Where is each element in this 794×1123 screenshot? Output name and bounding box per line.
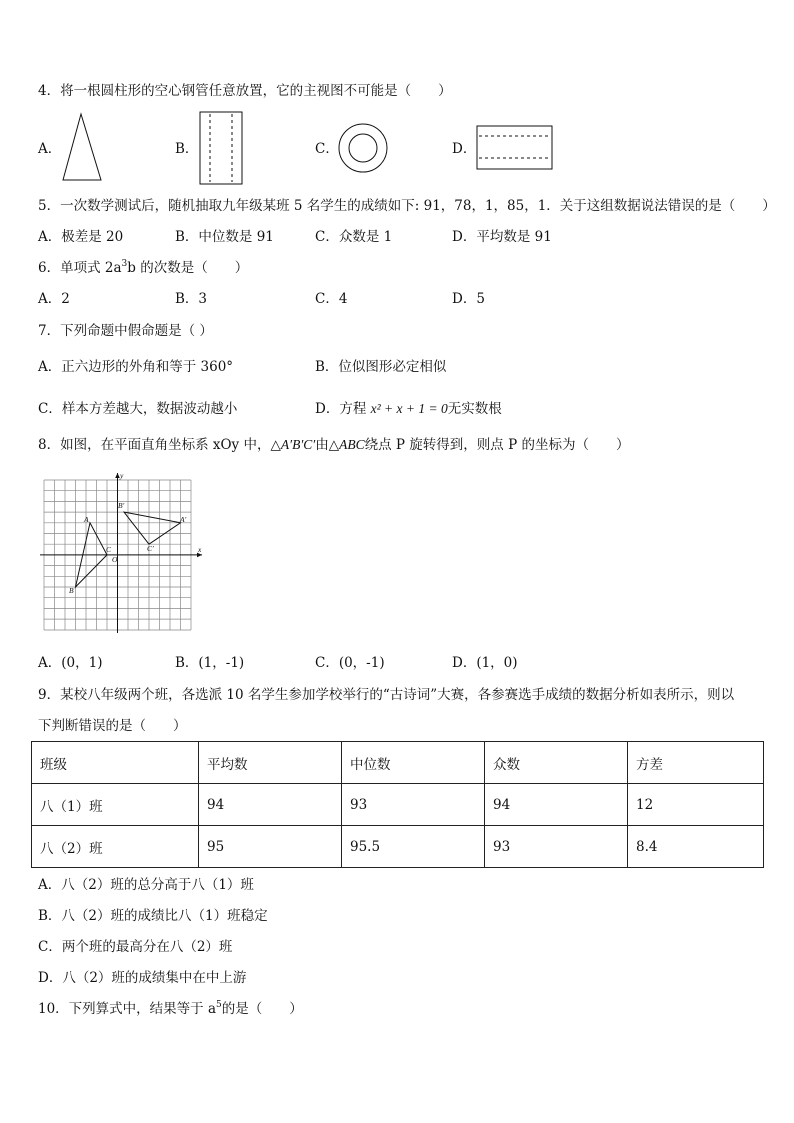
q6-stem: 6．单项式 $2a^3b$ 的次数是（ ）: [38, 259, 249, 276]
q9-stem-line1: 9．某校八年级两个班，各选派 10 名学生参加学校举行的“古诗词”大赛，各参赛选手成绩的数据分析如表所示，则以: [38, 687, 735, 703]
table-cell: 93: [342, 784, 485, 826]
q9-option-d: D．八（2）班的成绩集中在中上游: [38, 970, 247, 986]
q5-stem: 5．一次数学测试后，随机抽取九年级某班 5 名学生的成绩如下: 91，78，1，85，1．关于这组数据说法错误的是（ ）: [38, 198, 776, 214]
point-c-label: C: [106, 545, 112, 554]
q4-option-b-label: B．: [175, 141, 199, 157]
q4-option-a-figure: [60, 112, 106, 184]
table-header-cell: 平均数: [199, 742, 342, 784]
table-header-cell: 中位数: [342, 742, 485, 784]
point-b1-label: B′: [118, 501, 125, 510]
q9-option-a: A．八（2）班的总分高于八（1）班: [38, 877, 254, 893]
table-cell: 93: [485, 826, 628, 868]
table-cell: 八（1）班: [32, 784, 199, 826]
q9-option-c: C．两个班的最高分在八（2）班: [38, 939, 233, 955]
q7-option-d: D．方程 x² + x + 1 = 0无实数根: [315, 401, 502, 417]
q4-option-d-figure: [475, 124, 555, 172]
point-a1-label: A′: [180, 515, 187, 524]
q8-stem: 8．如图，在平面直角坐标系 xOy 中，△A′B′C′由△ABC绕点 P 旋转得到，则点 P 的坐标为（ ）: [38, 437, 630, 453]
q9-option-b: B．八（2）班的成绩比八（1）班稳定: [38, 908, 268, 924]
q8-option-c: C．(0，-1): [315, 655, 385, 671]
origin-label: O: [112, 555, 118, 564]
q6-option-d: D．5: [452, 291, 485, 307]
q7-option-a: A．正六边形的外角和等于 360°: [38, 359, 234, 375]
q4-option-a-label: A．: [38, 141, 62, 157]
table-cell: 95: [199, 826, 342, 868]
table-cell: 12: [628, 784, 764, 826]
q6-option-b: B．3: [175, 291, 208, 307]
q7-equation: x² + x + 1 = 0: [370, 401, 448, 416]
q6-option-c: C．4: [315, 291, 348, 307]
y-axis-label: y: [120, 471, 124, 480]
q10-stem: 10．下列算式中，结果等于 $a^5$的是（ ）: [38, 1000, 303, 1017]
table-row: [32, 784, 764, 826]
q6-option-a: A．2: [38, 291, 70, 307]
table-row: [32, 826, 764, 868]
table-header-cell: 众数: [485, 742, 628, 784]
point-c1-label: C′: [147, 544, 154, 553]
q4-option-d-label: D．: [452, 141, 477, 157]
q4-option-b-figure: [198, 110, 246, 186]
table-cell: 95.5: [342, 826, 485, 868]
table-header-row: [32, 742, 764, 784]
q7-option-b: B．位似图形必定相似: [315, 359, 447, 375]
point-a-label: A: [84, 515, 89, 524]
q9-data-table: [31, 741, 764, 868]
q4-stem: 4．将一根圆柱形的空心钢管任意放置，它的主视图不可能是（ ）: [38, 83, 452, 99]
table-cell: 八（2）班: [32, 826, 199, 868]
q8-option-b: B．(1，-1): [175, 655, 245, 671]
q5-option-c: C．众数是 1: [315, 229, 393, 245]
table-header-cell: 方差: [628, 742, 764, 784]
q5-option-b: B．中位数是 91: [175, 229, 274, 245]
table-header-cell: 班级: [32, 742, 199, 784]
q5-option-a: A．极差是 20: [38, 229, 124, 245]
q4-option-c-label: C．: [315, 141, 339, 157]
q5-option-d: D．平均数是 91: [452, 229, 552, 245]
q8-option-d: D．(1，0): [452, 655, 518, 671]
q4-option-c-figure: [337, 122, 391, 176]
table-cell: 94: [485, 784, 628, 826]
q8-option-a: A．(0，1): [38, 655, 103, 671]
point-b-label: B: [69, 586, 74, 595]
q9-stem-line2: 下判断错误的是（ ）: [38, 718, 187, 734]
x-axis-label: x: [198, 545, 202, 554]
q8-coordinate-figure: [40, 470, 210, 635]
table-cell: 8.4: [628, 826, 764, 868]
q7-stem: 7．下列命题中假命题是（ ）: [38, 323, 213, 339]
q7-option-c: C．样本方差越大，数据波动越小: [38, 401, 238, 417]
table-cell: 94: [199, 784, 342, 826]
